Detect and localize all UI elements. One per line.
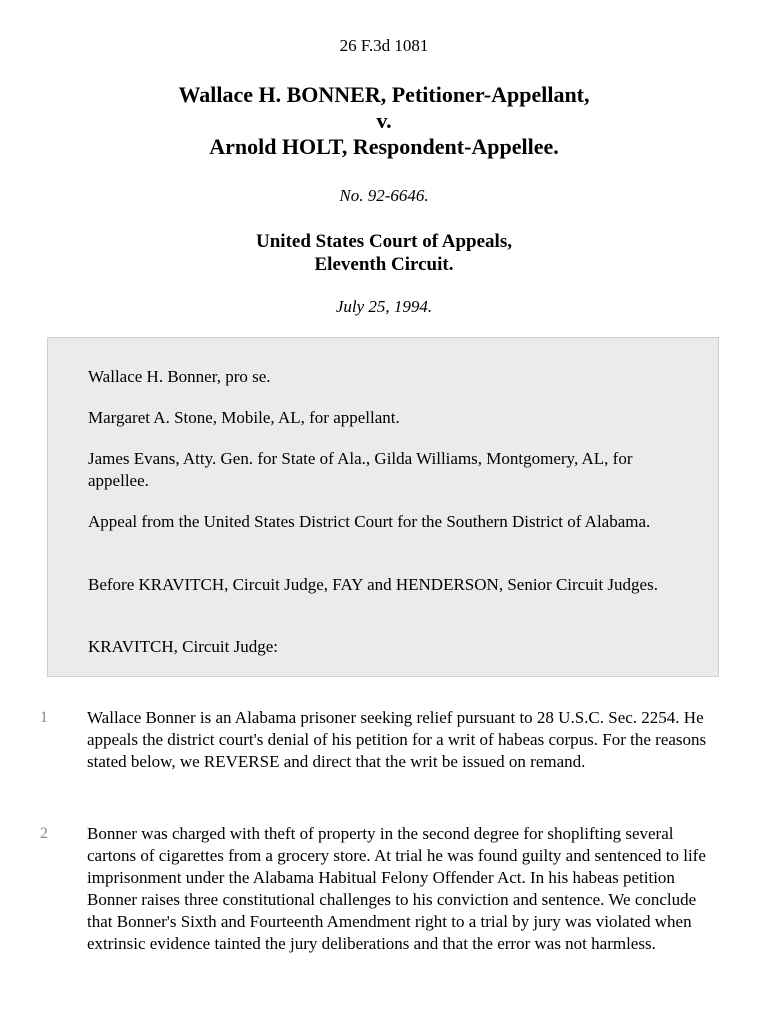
respondent-line: Arnold HOLT, Respondent-Appellee. (209, 134, 559, 159)
paragraph-text: Bonner was charged with theft of property in the second degree for shoplifting several cartons of cigarettes from a grocery store. At trial he was found guilty and sentenced to life imprisonment under the Alabama Habitual Felony Offender Act. In his habeas petition Bonner raises three constitutional challenges to his conviction and sentence. We conclude that Bonner's Sixth and Fourteenth Amendment right to a trial by jury was violated when extrinsic evidence tainted the jury deliberations and that the error was not harmless. (87, 824, 706, 953)
court-line-1: United States Court of Appeals, (256, 231, 512, 252)
petitioner-line: Wallace H. BONNER, Petitioner-Appellant, (178, 82, 590, 107)
counsel-line: Margaret A. Stone, Mobile, AL, for appellant. (88, 408, 400, 427)
paragraph-number: 1 (40, 709, 48, 726)
counsel-line: Wallace H. Bonner, pro se. (88, 367, 271, 386)
counsel-box (47, 337, 719, 677)
docket-number: No. 92-6646. (339, 186, 429, 205)
opinion-author: KRAVITCH, Circuit Judge: (88, 637, 278, 656)
counsel-line: James Evans, Atty. Gen. for State of Ala., Gilda Williams, Montgomery, AL, for appellee. (88, 449, 633, 490)
paragraph-text: Wallace Bonner is an Alabama prisoner seeking relief pursuant to 28 U.S.C. Sec. 2254. He appeals the district court's denial of his petition for a writ of habeas corpus. For the reasons stated below, we REVERSE and direct that the writ be issued on remand. (87, 708, 707, 771)
versus-line: v. (376, 108, 392, 133)
counsel-line: Before KRAVITCH, Circuit Judge, FAY and HENDERSON, Senior Circuit Judges. (88, 575, 658, 594)
paragraph-number: 2 (40, 825, 48, 842)
counsel-line: Appeal from the United States District Court for the Southern District of Alabama. (88, 512, 651, 531)
decision-date: July 25, 1994. (335, 297, 433, 316)
court-name (0, 230, 768, 276)
court-line-2: Eleventh Circuit. (314, 254, 454, 275)
case-parties (0, 82, 768, 160)
case-citation: 26 F.3d 1081 (339, 36, 429, 55)
